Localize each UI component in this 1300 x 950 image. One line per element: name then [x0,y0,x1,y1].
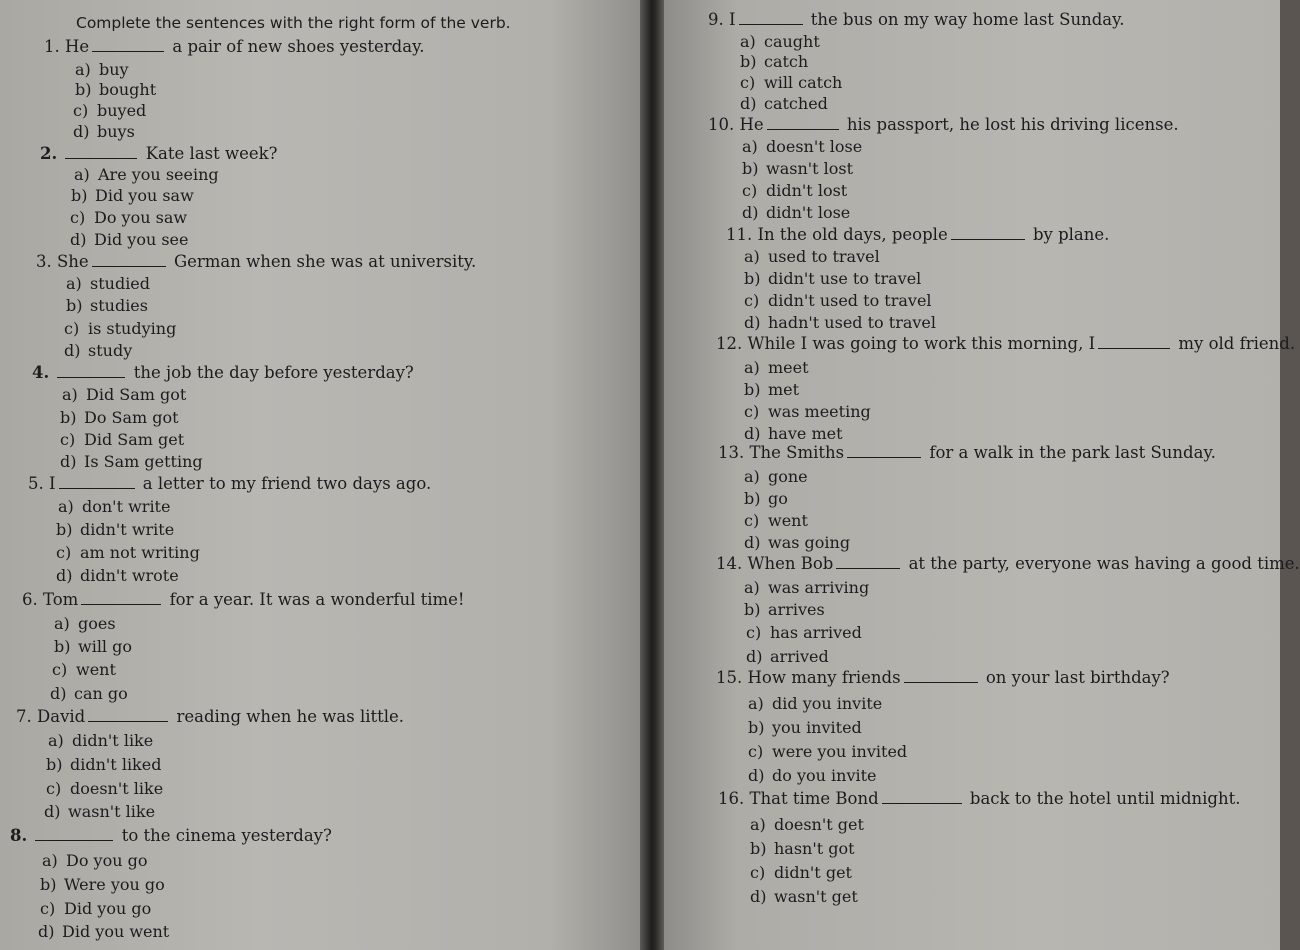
question-14 [716,554,1300,574]
answer-blank [882,789,962,804]
question-text-after: at the party, everyone was having a good time. [908,554,1300,573]
question-number: 8. [10,826,28,845]
option-12c: c) was meeting [744,402,871,421]
question-text-after: the job the day before yesterday? [133,363,414,382]
question-text-after: the bus on my way home last Sunday. [810,10,1125,29]
option-5b: b) didn't write [56,520,175,539]
option-text: was meeting [768,402,871,421]
question-text-after: reading when he was little. [176,707,405,726]
option-13a: a) gone [744,467,808,486]
option-text: were you invited [772,742,908,761]
option-2d: d) Did you see [70,230,189,249]
option-text: doesn't lose [766,137,863,156]
option-13b: b) go [744,489,788,508]
question-number: 14. [716,554,743,573]
option-11b: b) didn't use to travel [744,269,922,288]
question-text-after: for a year. It was a wonderful time! [169,590,465,609]
answer-blank [904,668,978,683]
option-text: Did you saw [95,186,194,205]
option-2b: b) Did you saw [71,186,194,205]
option-1d: d) buys [73,122,135,141]
answer-blank [35,826,113,841]
question-5 [28,474,431,494]
question-text-after: his passport, he lost his driving license. [846,115,1179,134]
question-text-after: to the cinema yesterday? [121,826,332,845]
answer-blank [92,252,166,267]
option-16a: a) doesn't get [750,815,864,834]
answer-blank [81,590,161,605]
option-text: went [768,511,808,530]
option-7b: b) didn't liked [46,755,162,774]
option-12a: a) meet [744,358,809,377]
option-1b: b) bought [75,80,157,99]
option-4d: d) Is Sam getting [60,452,203,471]
option-text: studies [90,296,148,315]
option-9d: d) catched [740,94,828,113]
question-text-before: I [729,10,736,29]
option-text: Did Sam get [84,430,185,449]
option-text: you invited [772,718,862,737]
question-number: 11. [726,225,753,244]
option-15a: a) did you invite [748,694,883,713]
option-text: bought [99,80,157,99]
option-text: buys [97,122,135,141]
answer-blank [59,474,135,489]
option-text: Did Sam got [86,385,187,404]
answer-blank [767,115,839,130]
answer-blank [1098,334,1170,349]
option-8b: b) Were you go [40,875,165,894]
option-text: didn't get [774,863,852,882]
option-3a: a) studied [66,274,151,293]
question-text-before: He [739,115,764,134]
question-number: 12. [716,334,743,353]
option-4a: a) Did Sam got [62,385,187,404]
option-16c: c) didn't get [750,863,852,882]
option-text: didn't lost [766,181,848,200]
question-12 [716,334,1295,354]
question-15 [716,668,1170,688]
option-6a: a) goes [54,614,116,633]
question-9 [708,10,1125,30]
option-text: wasn't lost [766,159,854,178]
option-text: arrives [768,600,825,619]
option-text: meet [768,358,809,377]
question-text-before: David [37,707,86,726]
option-text: Do Sam got [84,408,179,427]
option-14d: d) arrived [746,647,829,666]
option-text: did you invite [772,694,883,713]
option-text: Is Sam getting [84,452,203,471]
option-14a: a) was arriving [744,578,870,597]
question-text-after: a pair of new shoes yesterday. [172,37,425,56]
question-number: 7. [16,707,32,726]
option-7c: c) doesn't like [46,779,164,798]
option-text: was going [768,533,851,552]
option-5c: c) am not writing [56,543,200,562]
question-number: 13. [718,443,745,462]
option-text: didn't lose [766,203,851,222]
option-8d: d) Did you went [38,922,170,941]
question-text-before: He [65,37,90,56]
option-text: catch [764,52,809,71]
answer-blank [847,443,921,458]
option-1a: a) buy [75,60,129,79]
option-text: go [768,489,788,508]
question-10 [708,115,1179,135]
question-text-before: While I was going to work this morning, I [747,334,1096,353]
right-page [664,0,1300,950]
option-13d: d) was going [744,533,851,552]
question-13 [718,443,1216,463]
option-text: Did you went [62,922,170,941]
option-text: doesn't like [70,779,164,798]
question-text-before: I [49,474,56,493]
question-8 [10,826,332,846]
option-text: doesn't get [774,815,864,834]
question-text-before: That time Bond [749,789,879,808]
option-text: Do you go [66,851,148,870]
option-text: gone [768,467,808,486]
answer-blank [836,554,900,569]
question-number: 15. [716,668,743,687]
option-text: studied [90,274,151,293]
question-number: 1. [44,37,60,56]
answer-blank [739,10,803,25]
question-number: 6. [22,590,38,609]
option-16b: b) hasn't got [750,839,855,858]
option-9c: c) will catch [740,73,843,92]
option-5a: a) don't write [58,497,171,516]
option-15c: c) were you invited [748,742,908,761]
option-text: do you invite [772,766,877,785]
option-text: didn't like [72,731,154,750]
question-2 [40,144,278,164]
option-text: arrived [770,647,829,666]
option-text: didn't write [80,520,175,539]
question-text-after: by plane. [1032,225,1110,244]
question-number: 5. [28,474,44,493]
option-9b: b) catch [740,52,809,71]
option-3b: b) studies [66,296,148,315]
left-page [0,0,646,950]
option-text: wasn't get [774,887,858,906]
option-text: wasn't like [68,802,156,821]
option-text: caught [764,32,820,51]
question-1 [44,37,424,57]
option-text: catched [764,94,828,113]
option-text: went [76,660,116,679]
option-text: goes [78,614,116,633]
option-text: Are you seeing [98,165,219,184]
option-text: have met [768,424,843,443]
option-6c: c) went [52,660,116,679]
question-16 [718,789,1240,809]
question-text-before: When Bob [747,554,834,573]
answer-blank [88,707,168,722]
option-8a: a) Do you go [42,851,148,870]
option-7d: d) wasn't like [44,802,156,821]
option-11a: a) used to travel [744,247,880,266]
question-text-after: a letter to my friend two days ago. [142,474,432,493]
option-text: can go [74,684,128,703]
question-text-before: How many friends [747,668,901,687]
option-11d: d) hadn't used to travel [744,313,937,332]
option-text: didn't liked [70,755,162,774]
answer-blank [65,144,137,159]
option-text: is studying [88,319,177,338]
question-text-before: The Smiths [749,443,845,462]
option-text: will catch [764,73,843,92]
option-text: Were you go [64,875,165,894]
option-text: hadn't used to travel [768,313,937,332]
book-spine [640,0,666,950]
question-text-before: Tom [43,590,79,609]
option-13c: c) went [744,511,808,530]
option-11c: c) didn't used to travel [744,291,932,310]
question-text-after: on your last birthday? [985,668,1170,687]
option-2c: c) Do you saw [70,208,188,227]
answer-blank [951,225,1025,240]
option-7a: a) didn't like [48,731,154,750]
answer-blank [92,37,164,52]
question-number: 2. [40,144,58,163]
question-4 [32,363,414,383]
option-text: didn't wrote [80,566,179,585]
option-text: didn't used to travel [768,291,932,310]
question-text-before: She [57,252,89,271]
option-text: don't write [82,497,171,516]
option-text: buy [99,60,129,79]
option-3d: d) study [64,341,133,360]
option-text: Did you see [94,230,189,249]
option-text: didn't use to travel [768,269,922,288]
option-6b: b) will go [54,637,133,656]
option-6d: d) can go [50,684,128,703]
option-text: hasn't got [774,839,855,858]
option-10d: d) didn't lose [742,203,851,222]
option-4c: c) Did Sam get [60,430,185,449]
option-8c: c) Did you go [40,899,152,918]
option-10b: b) wasn't lost [742,159,854,178]
question-6 [22,590,465,610]
option-text: buyed [97,101,147,120]
question-7 [16,707,404,727]
option-1c: c) buyed [73,101,147,120]
option-text: will go [78,637,133,656]
question-text-after: my old friend. [1178,334,1296,353]
option-3c: c) is studying [64,319,177,338]
option-4b: b) Do Sam got [60,408,179,427]
option-14b: b) arrives [744,600,825,619]
option-text: Did you go [64,899,152,918]
question-text-after: back to the hotel until midnight. [969,789,1241,808]
option-text: met [768,380,800,399]
option-14c: c) has arrived [746,623,862,642]
question-number: 4. [32,363,50,382]
option-15d: d) do you invite [748,766,877,785]
option-12d: d) have met [744,424,843,443]
question-text-after: Kate last week? [145,144,278,163]
option-text: am not writing [80,543,200,562]
question-3 [36,252,476,272]
option-12b: b) met [744,380,800,399]
option-5d: d) didn't wrote [56,566,179,585]
option-10a: a) doesn't lose [742,137,863,156]
option-10c: c) didn't lost [742,181,848,200]
question-number: 10. [708,115,735,134]
option-text: study [88,341,133,360]
option-text: used to travel [768,247,880,266]
question-number: 3. [36,252,52,271]
question-text-before: In the old days, people [757,225,948,244]
option-text: has arrived [770,623,862,642]
question-11 [726,225,1109,245]
answer-blank [57,363,125,378]
question-text-after: German when she was at university. [173,252,477,271]
option-text: Do you saw [94,208,188,227]
question-number: 9. [708,10,724,29]
question-text-after: for a walk in the park last Sunday. [929,443,1216,462]
option-15b: b) you invited [748,718,862,737]
option-16d: d) wasn't get [750,887,858,906]
option-text: was arriving [768,578,870,597]
option-9a: a) caught [740,32,820,51]
question-number: 16. [718,789,745,808]
worksheet-heading: Complete the sentences with the right form of the verb. [76,14,511,32]
option-2a: a) Are you seeing [74,165,219,184]
